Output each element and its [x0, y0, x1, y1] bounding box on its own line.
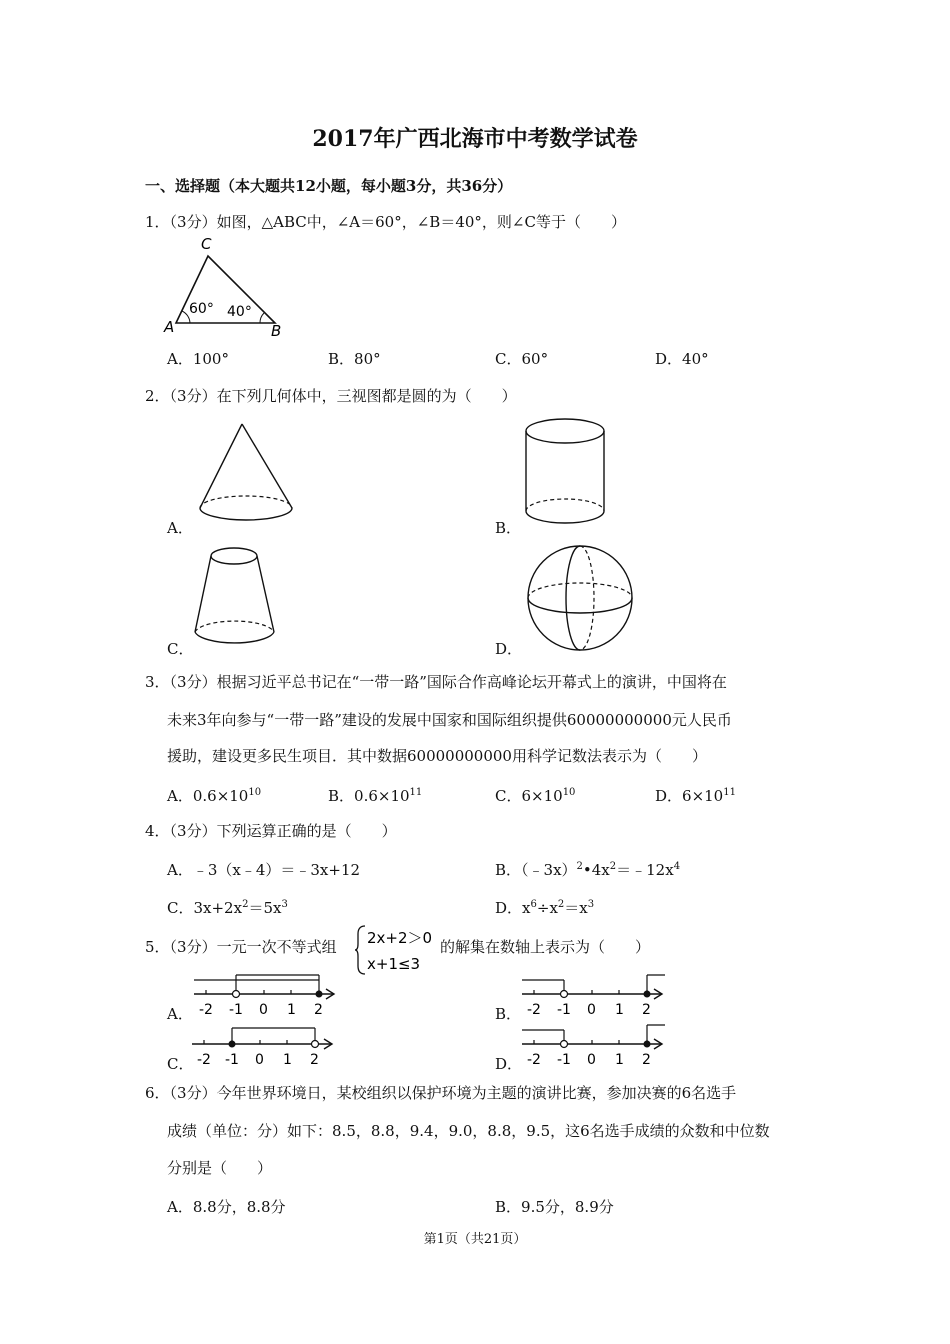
svg-text:-1: -1 — [229, 1002, 243, 1018]
cylinder-figure — [520, 415, 612, 530]
number-line-d — [520, 1020, 670, 1068]
angle-a-label: 60° — [189, 301, 214, 317]
question-3-line-1: 3．（3分）根据习近平总书记在“一带一路”国际合作高峰论坛开幕式上的演讲，中国将在 — [145, 673, 727, 691]
q4-option-c: C．$3x+2x^2=5x^3$ — [167, 899, 288, 917]
inequality-2: x+1≤3 — [367, 955, 421, 973]
svg-text:1: 1 — [615, 1002, 624, 1018]
q5-label-d: D． — [495, 1055, 523, 1073]
number-line-a — [192, 970, 342, 1018]
svg-text:-2: -2 — [527, 1052, 541, 1068]
question-6-line-2: 成绩（单位：分）如下：8.5，8.8，9.4，9.0，8.8，9.5，这6名选手成绩的众数和中位数 — [167, 1122, 770, 1140]
triangle-figure — [160, 236, 290, 338]
svg-text:0: 0 — [259, 1002, 268, 1018]
q6-option-a: A．8.8分，8.8分 — [167, 1198, 286, 1216]
svg-text:-1: -1 — [557, 1002, 571, 1018]
q4-option-d: D．$x^6\div x^2=x^3$ — [495, 899, 595, 917]
question-2-stem: 2．（3分）在下列几何体中，三视图都是圆的为（ ） — [145, 387, 517, 405]
svg-text:1: 1 — [287, 1002, 296, 1018]
number-line-c — [190, 1022, 340, 1068]
vertex-c-label: C — [201, 236, 212, 253]
q3-option-d: D．$6\times 10^{11}$ — [655, 787, 736, 805]
q2-label-b: B． — [495, 519, 522, 537]
svg-text:-2: -2 — [527, 1002, 541, 1018]
q4-option-a: A．﹣3（x﹣4）＝﹣3x+12 — [167, 861, 361, 879]
number-line-b — [520, 970, 670, 1018]
svg-text:1: 1 — [615, 1052, 624, 1068]
q1-option-c: C．60° — [495, 350, 549, 368]
svg-text:-2: -2 — [199, 1002, 213, 1018]
q1-option-d: D．40° — [655, 350, 709, 368]
svg-text:-1: -1 — [557, 1052, 571, 1068]
question-1-stem: 1．（3分）如图，△ABC中，∠A＝60°，∠B＝40°，则∠C等于（ ） — [145, 213, 626, 231]
question-3-line-2: 未来3年向参与“一带一路”建设的发展中国家和国际组织提供60000000000元人民币 — [167, 711, 732, 729]
question-4-stem: 4．（3分）下列运算正确的是（ ） — [145, 822, 397, 840]
q3-option-b: B．$0.6\times 10^{11}$ — [328, 787, 423, 805]
vertex-a-label: A — [164, 318, 175, 336]
page-footer: 第1页（共21页） — [423, 1232, 527, 1247]
section-heading: 一、选择题（本大题共12小题，每小题3分，共36分） — [145, 177, 513, 195]
angle-b-label: 40° — [227, 304, 252, 320]
q2-label-a: A． — [167, 519, 193, 537]
q5-label-a: A． — [167, 1005, 193, 1023]
svg-text:-1: -1 — [225, 1052, 239, 1068]
q3-option-c: C．$6\times 10^{10}$ — [495, 787, 576, 805]
svg-text:0: 0 — [255, 1052, 264, 1068]
q5-label-c: C． — [167, 1055, 194, 1073]
q2-label-d: D． — [495, 640, 523, 658]
q4-option-b: B．$(﹣3x)^2•4x^2=﹣12x^4$ — [495, 861, 681, 879]
q1-option-a: A．100° — [167, 350, 229, 368]
svg-text:0: 0 — [587, 1002, 596, 1018]
q5-label-b: B． — [495, 1005, 522, 1023]
frustum-figure — [190, 544, 282, 654]
svg-text:-2: -2 — [197, 1052, 211, 1068]
svg-text:0: 0 — [587, 1052, 596, 1068]
sphere-figure — [524, 542, 636, 654]
svg-text:2: 2 — [642, 1052, 651, 1068]
q2-label-c: C． — [167, 640, 194, 658]
cone-figure — [190, 420, 300, 530]
inequality-1: 2x+2＞0 — [367, 929, 433, 947]
q1-option-b: B．80° — [328, 350, 381, 368]
q6-option-b: B．9.5分，8.9分 — [495, 1198, 614, 1216]
question-3-line-3: 援助，建设更多民生项目．其中数据60000000000用科学记数法表示为（ ） — [167, 747, 707, 765]
svg-text:1: 1 — [283, 1052, 292, 1068]
svg-text:2: 2 — [314, 1002, 323, 1018]
vertex-b-label: B — [271, 322, 282, 338]
svg-text:2: 2 — [642, 1002, 651, 1018]
question-5-stem-post: 的解集在数轴上表示为（ ） — [440, 938, 651, 956]
page-title: 2017年广西北海市中考数学试卷 — [312, 126, 638, 152]
q3-option-a: A．$0.6\times 10^{10}$ — [167, 787, 262, 805]
question-6-line-1: 6．（3分）今年世界环境日，某校组织以保护环境为主题的演讲比赛，参加决赛的6名选手 — [145, 1084, 737, 1102]
question-5-stem-pre: 5．（3分）一元一次不等式组 — [145, 938, 337, 956]
inequality-system — [355, 924, 440, 976]
question-6-line-3: 分别是（ ） — [167, 1159, 273, 1177]
svg-text:2: 2 — [310, 1052, 319, 1068]
